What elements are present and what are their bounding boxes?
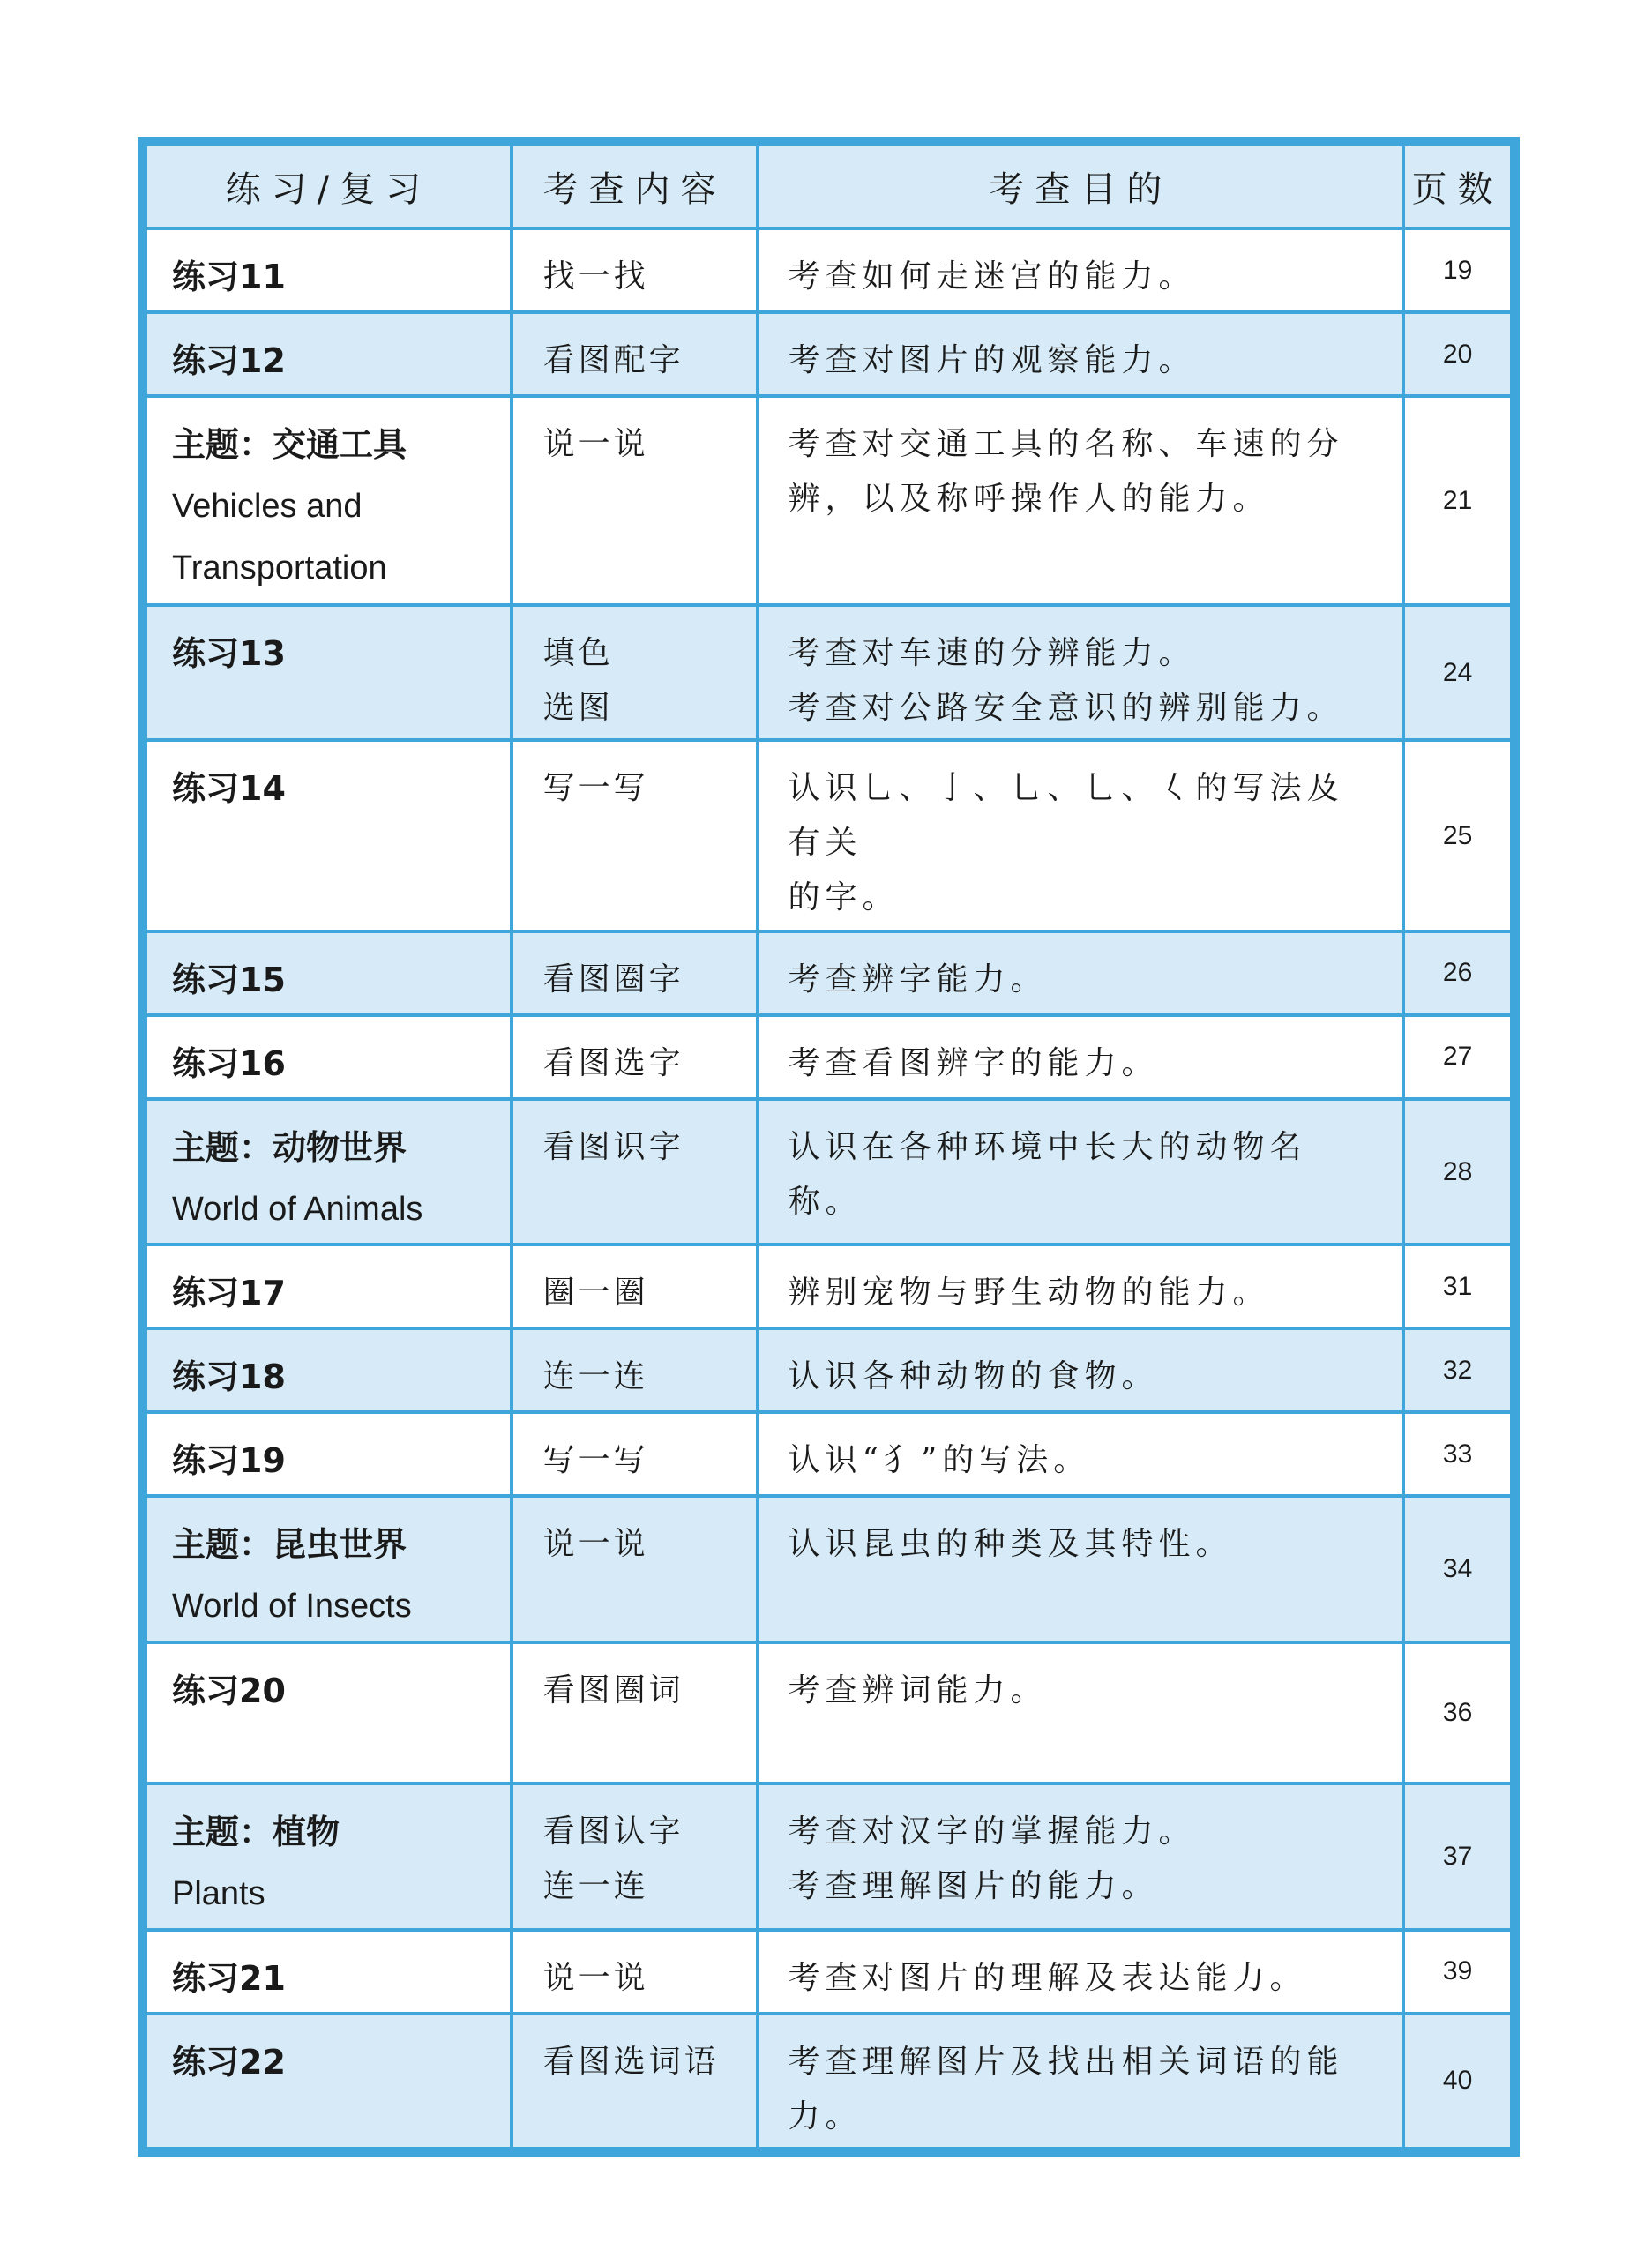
content-text: 填色 bbox=[542, 635, 614, 671]
content-text: 连一连 bbox=[542, 1358, 649, 1395]
page-number: 28 bbox=[1403, 1099, 1512, 1245]
content-text: 写一写 bbox=[542, 770, 649, 807]
page-number: 27 bbox=[1403, 1015, 1512, 1099]
page-number: 37 bbox=[1403, 1783, 1512, 1929]
content-text: 写一写 bbox=[542, 1442, 649, 1479]
exercise-title: 主题：昆虫世界 bbox=[172, 1525, 407, 1565]
table-row bbox=[146, 740, 1512, 931]
header-content: 考查内容 bbox=[512, 145, 759, 228]
cell-content bbox=[512, 1099, 759, 1245]
cell-purpose bbox=[758, 1245, 1403, 1328]
purpose-text: 认识⺃、亅、乚、乚、𡿨的写法及有关 bbox=[788, 770, 1344, 862]
content-text: 连一连 bbox=[542, 1868, 649, 1905]
content-text: 看图识字 bbox=[542, 1128, 684, 1165]
purpose-text: 力。 bbox=[788, 2097, 863, 2135]
content-text: 选图 bbox=[542, 690, 614, 726]
content-text: 说一说 bbox=[542, 1959, 649, 1996]
table-row bbox=[146, 312, 1512, 396]
table-row bbox=[146, 228, 1512, 312]
table-row bbox=[146, 1015, 1512, 1099]
table-row bbox=[146, 605, 1512, 740]
exercise-title: 练习15 bbox=[172, 960, 286, 999]
purpose-text: 认识“犭”的写法。 bbox=[788, 1442, 1091, 1479]
cell-exercise bbox=[146, 1930, 512, 2014]
page-number: 34 bbox=[1403, 1496, 1512, 1641]
purpose-text: 认识在各种环境中长大的动物名 bbox=[788, 1128, 1307, 1165]
exercise-title: 主题：交通工具 bbox=[172, 425, 407, 464]
cell-exercise bbox=[146, 1496, 512, 1641]
page-number: 33 bbox=[1403, 1412, 1512, 1496]
cell-exercise bbox=[146, 931, 512, 1015]
purpose-text: 考查辨词能力。 bbox=[788, 1671, 1048, 1708]
exercise-title: 练习17 bbox=[172, 1274, 286, 1313]
cell-purpose bbox=[758, 1328, 1403, 1412]
exercise-title: 练习16 bbox=[172, 1043, 286, 1083]
cell-content bbox=[512, 396, 759, 605]
cell-content bbox=[512, 1930, 759, 2014]
purpose-text: 考查理解图片的能力。 bbox=[788, 1868, 1159, 1905]
cell-content bbox=[512, 312, 759, 396]
purpose-text: 辨，以及称呼操作人的能力。 bbox=[788, 481, 1270, 517]
table-row bbox=[146, 931, 1512, 1015]
cell-content bbox=[512, 1783, 759, 1929]
table-row bbox=[146, 1099, 1512, 1245]
cell-purpose bbox=[758, 396, 1403, 605]
header-purpose: 考查目的 bbox=[758, 145, 1403, 228]
cell-content bbox=[512, 1245, 759, 1328]
exercise-english-title: World of Insects bbox=[172, 1588, 412, 1626]
exercise-title: 主题：植物 bbox=[172, 1813, 340, 1852]
content-text: 看图选词语 bbox=[542, 2043, 720, 2080]
cell-content bbox=[512, 1496, 759, 1641]
page-number: 19 bbox=[1403, 228, 1512, 312]
cell-purpose bbox=[758, 1099, 1403, 1245]
content-text: 圈一圈 bbox=[542, 1275, 649, 1312]
purpose-text: 考查辨字能力。 bbox=[788, 961, 1048, 998]
header-exercise: 练习/复习 bbox=[146, 145, 512, 228]
cell-exercise bbox=[146, 396, 512, 605]
content-text: 看图配字 bbox=[542, 342, 684, 378]
cell-purpose bbox=[758, 740, 1403, 931]
cell-purpose bbox=[758, 1642, 1403, 1783]
cell-exercise bbox=[146, 1245, 512, 1328]
cell-content bbox=[512, 228, 759, 312]
cell-content bbox=[512, 1412, 759, 1496]
table-header-row bbox=[146, 145, 1512, 228]
cell-exercise bbox=[146, 740, 512, 931]
page-number: 20 bbox=[1403, 312, 1512, 396]
purpose-text: 认识各种动物的食物。 bbox=[788, 1358, 1159, 1395]
cell-content bbox=[512, 1015, 759, 1099]
purpose-text: 考查对车速的分辨能力。 bbox=[788, 635, 1196, 671]
content-text: 看图认字 bbox=[542, 1813, 684, 1851]
page-number: 21 bbox=[1403, 396, 1512, 605]
exercise-english-title: Plants bbox=[172, 1875, 265, 1913]
exercise-title: 练习12 bbox=[172, 341, 286, 380]
table-row bbox=[146, 396, 1512, 605]
exercise-title: 练习19 bbox=[172, 1441, 286, 1481]
page-number: 39 bbox=[1403, 1930, 1512, 2014]
purpose-text: 考查对公路安全意识的辨别能力。 bbox=[788, 690, 1344, 726]
cell-exercise bbox=[146, 1015, 512, 1099]
purpose-text: 考查对图片的理解及表达能力。 bbox=[788, 1959, 1307, 1996]
purpose-text: 考查对图片的观察能力。 bbox=[788, 342, 1196, 378]
table-row bbox=[146, 1245, 1512, 1328]
cell-purpose bbox=[758, 2014, 1403, 2149]
page-number: 32 bbox=[1403, 1328, 1512, 1412]
table-row bbox=[146, 1783, 1512, 1929]
content-text: 找一找 bbox=[542, 258, 649, 295]
cell-exercise bbox=[146, 1099, 512, 1245]
table-row bbox=[146, 1328, 1512, 1412]
exercise-title: 练习14 bbox=[172, 769, 286, 809]
cell-purpose bbox=[758, 312, 1403, 396]
exercise-title: 练习18 bbox=[172, 1357, 286, 1397]
cell-exercise bbox=[146, 605, 512, 740]
table-row bbox=[146, 1930, 1512, 2014]
cell-purpose bbox=[758, 931, 1403, 1015]
cell-content bbox=[512, 2014, 759, 2149]
cell-exercise bbox=[146, 2014, 512, 2149]
exercise-title: 练习11 bbox=[172, 258, 286, 296]
content-text: 看图圈词 bbox=[542, 1671, 684, 1708]
purpose-text: 考查看图辨字的能力。 bbox=[788, 1044, 1159, 1081]
cell-exercise bbox=[146, 1328, 512, 1412]
page-number: 40 bbox=[1403, 2014, 1512, 2149]
table-row bbox=[146, 1642, 1512, 1783]
exercise-title: 练习21 bbox=[172, 1958, 286, 1998]
content-text: 看图选字 bbox=[542, 1044, 684, 1081]
exercise-title: 练习22 bbox=[172, 2042, 286, 2082]
purpose-text: 认识昆虫的种类及其特性。 bbox=[788, 1526, 1233, 1563]
cell-purpose bbox=[758, 1015, 1403, 1099]
purpose-text: 考查如何走迷宫的能力。 bbox=[788, 258, 1196, 295]
cell-content bbox=[512, 1642, 759, 1783]
contents-table bbox=[144, 143, 1514, 2150]
cell-exercise bbox=[146, 1412, 512, 1496]
cell-content bbox=[512, 1328, 759, 1412]
exercise-title: 主题：动物世界 bbox=[172, 1127, 407, 1167]
cell-content bbox=[512, 931, 759, 1015]
cell-content bbox=[512, 605, 759, 740]
cell-exercise bbox=[146, 228, 512, 312]
contents-table-frame bbox=[138, 137, 1520, 2157]
cell-exercise bbox=[146, 1783, 512, 1929]
exercise-title: 练习13 bbox=[172, 634, 286, 673]
cell-exercise bbox=[146, 1642, 512, 1783]
table-row bbox=[146, 1496, 1512, 1641]
cell-exercise bbox=[146, 312, 512, 396]
purpose-text: 称。 bbox=[788, 1183, 863, 1220]
page-number: 36 bbox=[1403, 1642, 1512, 1783]
exercise-english-title: Vehicles and Transportation bbox=[172, 488, 387, 587]
exercise-english-title: World of Animals bbox=[172, 1190, 423, 1228]
purpose-text: 考查理解图片及找出相关词语的能 bbox=[788, 2043, 1344, 2080]
content-text: 看图圈字 bbox=[542, 961, 684, 998]
table-row bbox=[146, 2014, 1512, 2149]
exercise-title: 练习20 bbox=[172, 1671, 286, 1710]
cell-purpose bbox=[758, 1783, 1403, 1929]
purpose-text: 的字。 bbox=[788, 879, 900, 916]
page-number: 25 bbox=[1403, 740, 1512, 931]
cell-purpose bbox=[758, 228, 1403, 312]
cell-content bbox=[512, 740, 759, 931]
purpose-text: 辨别宠物与野生动物的能力。 bbox=[788, 1275, 1270, 1312]
header-page: 页数 bbox=[1403, 145, 1512, 228]
page-number: 26 bbox=[1403, 931, 1512, 1015]
purpose-text: 考查对交通工具的名称、车速的分 bbox=[788, 426, 1344, 462]
page-number: 24 bbox=[1403, 605, 1512, 740]
content-text: 说一说 bbox=[542, 426, 649, 462]
page-number: 31 bbox=[1403, 1245, 1512, 1328]
purpose-text: 考查对汉字的掌握能力。 bbox=[788, 1813, 1196, 1851]
cell-purpose bbox=[758, 1412, 1403, 1496]
table-row bbox=[146, 1412, 1512, 1496]
cell-purpose bbox=[758, 1496, 1403, 1641]
cell-purpose bbox=[758, 1930, 1403, 2014]
cell-purpose bbox=[758, 605, 1403, 740]
content-text: 说一说 bbox=[542, 1526, 649, 1563]
